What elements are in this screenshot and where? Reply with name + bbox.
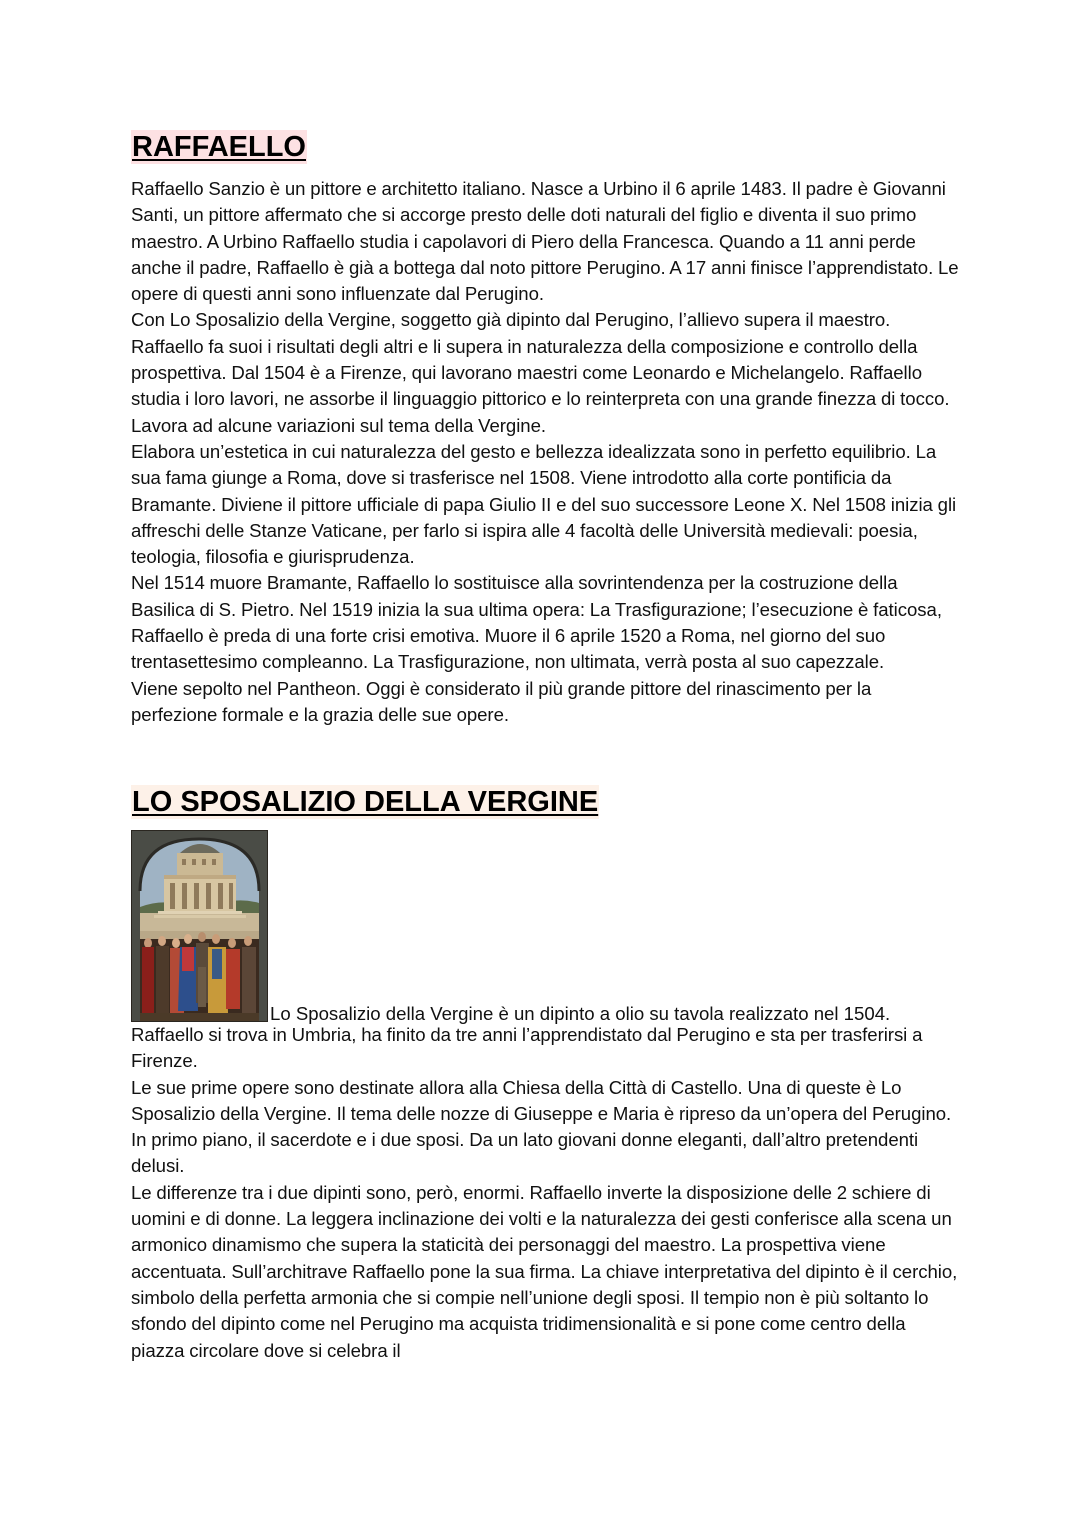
paragraph: Le sue prime opere sono destinate allora alla Chiesa della Città di Castello. Una di queste è Lo Sposalizio della Vergine. Il tema delle nozze di Giuseppe e Maria è ripreso da un’opera del Perugino. In primo piano, il sacerdote e i due sposi. Da un lato giovani donne eleganti, dall’altro pretendenti delusi. [131, 1076, 952, 1177]
paragraph: Nel 1514 muore Bramante, Raffaello lo sostituisce alla sovrintendenza per la costruzione della Basilica di S. Pietro. Nel 1519 inizia la sua ultima opera: La Trasfigurazione; l’esecuzione è faticosa, Raffaello è preda di una forte crisi emotiva. Muore il 6 aprile 1520 a Roma, nel giorno del suo trentasettesimo compleanno. La Trasfigurazione, non ultimata, verrà posta al suo capezzale. [131, 572, 942, 673]
paragraph: Con Lo Sposalizio della Vergine, soggetto già dipinto dal Perugino, l’allievo supera il maestro. Raffaello fa suoi i risultati degli altri e li supera in naturalezza della composizione e controllo della prospettiva. Dal 1504 è a Firenze, qui lavorano maestri come Leonardo e Michelangelo. Raffaello studia i loro lavori, ne assorbe il linguaggio pittorico e lo reinterpreta con una grande finezza di tocco. Lavora ad alcune variazioni sul tema della Vergine. [131, 309, 950, 436]
section-heading-sposalizio: LO SPOSALIZIO DELLA VERGINE [132, 786, 599, 818]
section-body-sposalizio [131, 829, 961, 1364]
figure-with-caption [131, 829, 961, 1022]
paragraph: Viene sepolto nel Pantheon. Oggi è considerato il più grande pittore del rinascimento per la perfezione formale e la grazia delle sue opere. [131, 677, 872, 725]
paragraph: Raffaello Sanzio è un pittore e architetto italiano. Nasce a Urbino il 6 aprile 1483. Il padre è Giovanni Santi, un pittore affermato che si accorge presto delle doti naturali del figlio e diventa il suo primo maestro. A Urbino Raffaello studia i capolavori di Piero della Francesca. Quando a 11 anni perde anche il padre, Raffaello è già a bottega dal noto pittore Perugino. A 17 anni finisce l’apprendistato. Le opere di questi anni sono influenzate dal Perugino. [131, 178, 959, 305]
section-heading-raffaello: RAFFAELLO [132, 131, 306, 163]
figure-caption: Lo Sposalizio della Vergine è un dipinto a olio su tavola realizzato nel 1504. [270, 1002, 891, 1024]
paragraph: Elabora un’estetica in cui naturalezza del gesto e bellezza idealizzata sono in perfetto equilibrio. La sua fama giunge a Roma, dove si trasferisce nel 1508. Viene introdotto alla corte pontificia da Bramante. Diviene il pittore ufficiale di papa Giulio II e del suo successore Leone X. Nel 1508 inizia gli affreschi delle Stanze Vaticane, per farlo si ispira alle 4 facoltà delle Università medievali: poesia, teologia, filosofia e giurisprudenza. [131, 440, 957, 568]
paragraph: Raffaello si trova in Umbria, ha finito da tre anni l’apprendistato dal Perugino e sta per trasferirsi a Firenze. [131, 1024, 923, 1072]
painting-image [131, 830, 268, 1022]
paragraph: Le differenze tra i due dipinti sono, però, enormi. Raffaello inverte la disposizione delle 2 schiere di uomini e di donne. La leggera inclinazione dei volti e la naturalezza dei gesti conferisce alla scena un armonico dinamismo che supera la staticità dei personaggi del maestro. La prospettiva viene accentuata. Sull’architrave Raffaello pone la sua firma. La chiave interpretativa del dipinto è il cerchio, simbolo della perfetta armonia che si compie nell’unione degli sposi. Il tempio non è più soltanto lo sfondo del dipinto come nel Perugino ma acquista tridimensionalità e si pone come centro della piazza circolare dove si celebra il [131, 1181, 958, 1361]
section-body-raffaello [131, 176, 961, 728]
